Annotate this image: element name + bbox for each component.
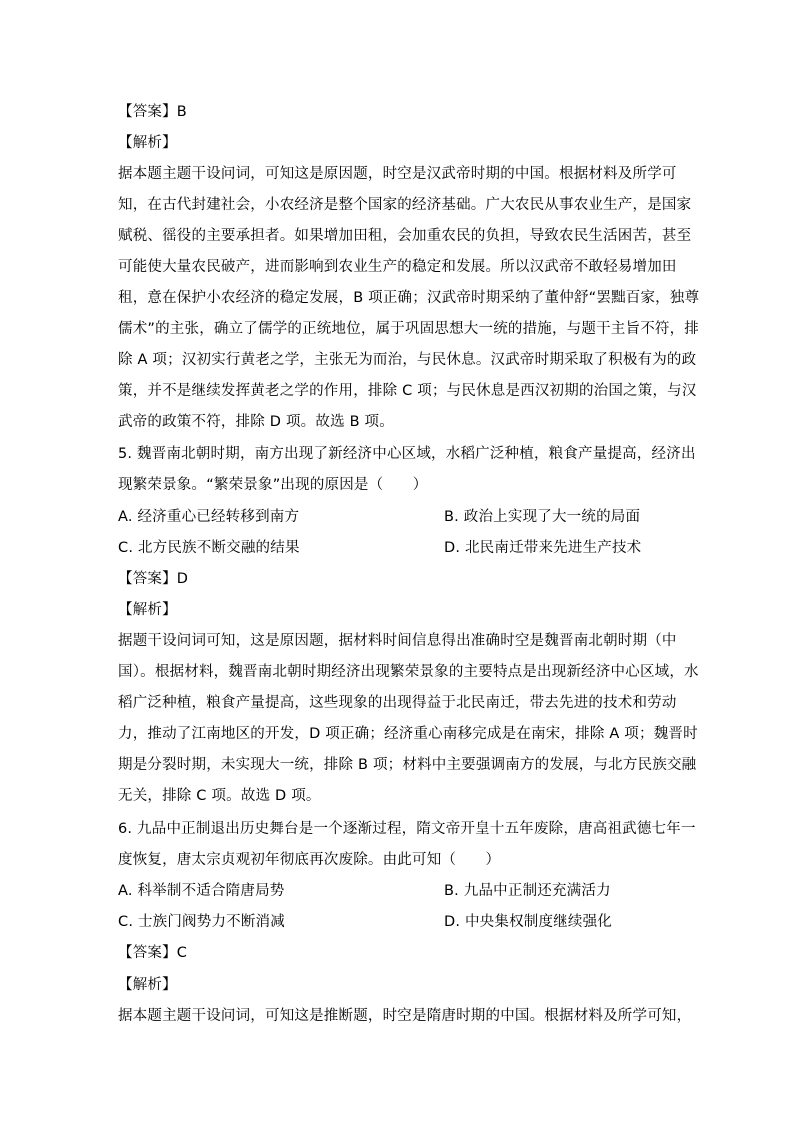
q5-stem-line: 5. 魏晋南北朝时期，南方出现了新经济中心区域，水稻广泛种植，粮食产量提高，经济出 <box>118 446 696 462</box>
q4-analysis-line: 可能使大量农民破产，进而影响到农业生产的稳定和发展。所以汉武帝不敢轻易增加田 <box>118 259 677 275</box>
q5-analysis-line: 国）。根据材料，魏晋南北朝时期经济出现繁荣景象的主要特点是出现新经济中心区域，水 <box>118 664 699 680</box>
q6-stem-line: 度恢复，唐太宗贞观初年彻底再次废除。由此可知（ ） <box>118 852 501 868</box>
q5-analysis-line: 无关，排除 C 项。故选 D 项。 <box>118 788 321 804</box>
q5-option-b: B. 政治上实现了大一统的局面 <box>444 509 641 525</box>
q5-option-a: A. 经济重心已经转移到南方 <box>118 509 300 525</box>
q4-analysis-label: 【解析】 <box>118 135 177 151</box>
q6-option-c: C. 士族门阀势力不断消减 <box>118 914 285 930</box>
q4-analysis-line: 赋税、徭役的主要承担者。如果增加田租，会加重农民的负担，导致农民生活困苦，甚至 <box>118 228 692 244</box>
q4-analysis-line: 武帝的政策不符，排除 D 项。故选 B 项。 <box>118 414 394 430</box>
q4-answer: 【答案】B <box>118 104 187 120</box>
q6-analysis-label: 【解析】 <box>118 977 177 993</box>
q5-analysis-label: 【解析】 <box>118 602 177 618</box>
q5-answer: 【答案】D <box>118 571 189 587</box>
q4-analysis-line: 策，并不是继续发挥黄老之学的作用，排除 C 项；与民休息是西汉初期的治国之策，与汉 <box>118 383 697 399</box>
q5-stem-line: 现繁荣景象。“繁荣景象”出现的原因是（ ） <box>118 477 428 493</box>
q6-analysis-line: 据本题主题干设问词，可知这是推断题，时空是隋唐时期的中国。根据材料及所学可知， <box>118 1008 692 1024</box>
q6-stem-line: 6. 九品中正制退出历史舞台是一个逐渐过程，隋文帝开皇十五年废除，唐高祖武德七年一 <box>118 821 696 837</box>
q6-answer: 【答案】C <box>118 945 188 961</box>
q5-analysis-line: 力，推动了江南地区的开发，D 项正确；经济重心南移完成是在南宋，排除 A 项；魏晋时 <box>118 726 698 742</box>
q6-option-a: A. 科举制不适合隋唐局势 <box>118 883 285 899</box>
q4-analysis-line: 知，在古代封建社会，小农经济是整个国家的经济基础。广大农民从事农业生产，是国家 <box>118 197 692 213</box>
q6-option-b: B. 九品中正制还充满活力 <box>444 883 611 899</box>
q5-option-d: D. 北民南迁带来先进生产技术 <box>444 540 642 556</box>
q4-analysis-line: 据本题主题干设问词，可知这是原因题，时空是汉武帝时期的中国。根据材料及所学可 <box>118 166 677 182</box>
q5-analysis-line: 据题干设问词可知，这是原因题，据材料时间信息得出准确时空是魏晋南北朝时期（中 <box>118 633 677 649</box>
q5-option-c: C. 北方民族不断交融的结果 <box>118 540 300 556</box>
q5-analysis-line: 稻广泛种植，粮食产量提高，这些现象的出现得益于北民南迁，带去先进的技术和劳动 <box>118 695 677 711</box>
q4-analysis-line: 儒术”的主张，确立了儒学的正统地位，属于巩固思想大一统的措施，与题干主旨不符，排 <box>118 321 700 337</box>
q6-option-d: D. 中央集权制度继续强化 <box>444 914 612 930</box>
q4-analysis-line: 除 A 项；汉初实行黄老之学，主张无为而治，与民休息。汉武帝时期采取了积极有为的政 <box>118 352 697 368</box>
q5-analysis-line: 期是分裂时期，未实现大一统，排除 B 项；材料中主要强调南方的发展，与北方民族交融 <box>118 757 697 773</box>
q4-analysis-line: 租，意在保护小农经济的稳定发展，B 项正确；汉武帝时期采纳了董仲舒“罢黜百家，独尊 <box>118 290 700 306</box>
